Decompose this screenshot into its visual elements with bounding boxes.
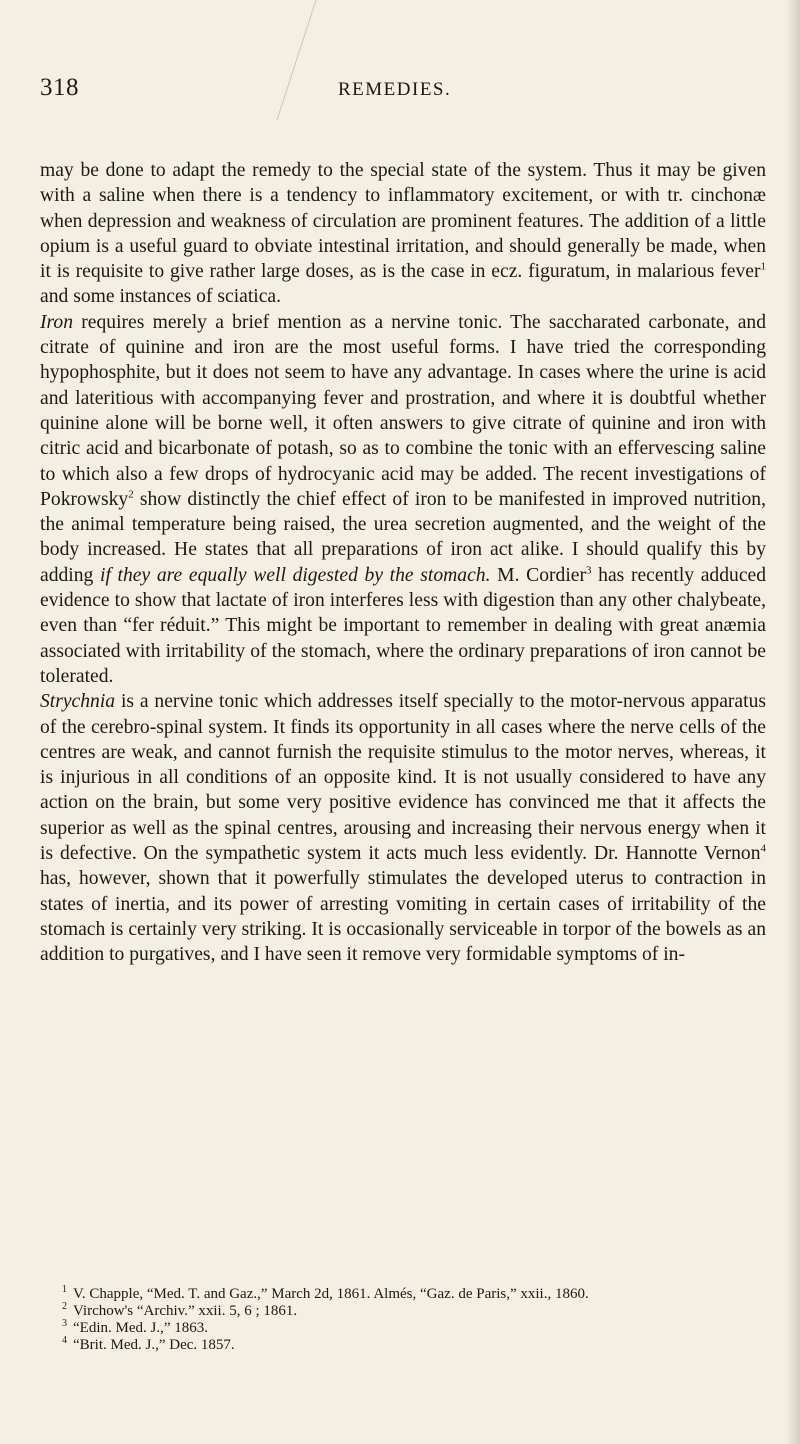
paragraph — [40, 689, 766, 967]
italic-text: Iron — [40, 311, 74, 333]
text-run: is a nervine tonic which addresses itself specially to the motor-nervous apparatus of the cerebro-spinal system. It finds its opportunity in all cases where the nerve cells of the centres are weak, and cannot furnish the requisite stimulus to the motor nerves, whereas, it is injurious in all conditions of an opposite kind. It is not usually considered to have any action on the brain, but some very positive evidence has convinced me that it affects the superior as well as the spinal centres, arousing and increasing their nervous energy when it is defective. On the sympathetic system it acts much less evidently. Dr. Hannotte Vernon — [40, 691, 766, 865]
text-run: show distinctly the chief effect of iron to be manifested in improved nutrition, the animal temperature being raised, the urea secretion augmented, and the weight of the body increased. He states that all preparations of iron act alike. I should qualify this by adding — [40, 488, 766, 586]
footnote-mark: 4 — [62, 1335, 67, 1346]
text-run: requires merely a brief mention as a nervine tonic. The saccharated carbonate, and citrate of quinine and iron are the most useful forms. I have tried the corresponding hypophosphite, but it does not seem to have any advantage. In cases where the urine is acid and lateritious with accompanying fever and prostration, and where it is doubtful whether quinine alone will be borne well, it often answers to give citrate of quinine and iron with citric acid and bicarbonate of potash, so as to combine the tonic with an effervescing saline to which also a few drops of hydrocyanic acid may be added. The recent investigations of Pokrowsky — [40, 311, 766, 510]
footnote-ref: 4 — [760, 842, 766, 855]
running-head: REMEDIES. — [338, 79, 452, 100]
paragraph — [40, 310, 766, 689]
footnote-mark: 1 — [62, 1284, 67, 1295]
footnote-text: Virchow's “Archiv.” xxii. 5, 6 ; 1861. — [73, 1303, 298, 1319]
page-number: 318 — [40, 74, 79, 101]
footnote-mark: 3 — [62, 1318, 67, 1329]
text-run: has, however, shown that it powerfully stimulates the developed uterus to contraction in states of inertia, and its power of arresting vomiting in certain cases of irritability of the stomach is certainly very striking. It is occasionally serviceable in torpor of the bowels as an addition to purgatives, and I have seen it remove very formidable symptoms of in- — [40, 868, 766, 966]
footnote-ref: 2 — [128, 488, 134, 501]
footnote-text: “Brit. Med. J.,” Dec. 1857. — [73, 1337, 235, 1353]
footnote — [40, 1303, 766, 1320]
page-header — [0, 74, 800, 110]
footnotes — [40, 1286, 766, 1354]
footnote-text: V. Chapple, “Med. T. and Gaz.,” March 2d, 1861. Almés, “Gaz. de Paris,” xxii., 1860. — [73, 1286, 589, 1302]
footnote-mark: 2 — [62, 1301, 67, 1312]
paragraph — [40, 158, 766, 310]
footnote-ref: 3 — [586, 564, 592, 577]
text-run: has recently adduced evidence to show that lactate of iron interferes less with digestion than any other chalybeate, even than “fer réduit.” This might be important to remember in dealing with great anæmia associated with irritability of the stomach, where the ordinary preparations of iron cannot be tolerated. — [40, 564, 767, 687]
italic-text: if they are equally well digested by the stomach. — [100, 564, 491, 586]
footnote-ref: 1 — [760, 260, 766, 273]
footnote — [40, 1337, 766, 1354]
italic-text: Strychnia — [40, 691, 116, 713]
body-text — [40, 158, 766, 968]
footnote — [40, 1320, 766, 1337]
footnote — [40, 1286, 766, 1303]
text-run: may be done to adapt the remedy to the special state of the system. Thus it may be given with a saline when there is a tendency to inflammatory excitement, or with tr. cinchonæ when depression and weakness of circulation are prominent features. The addition of a little opium is a useful guard to obviate intestinal irritation, and should generally be made, when it is requisite to give rather large doses, as is the case in ecz. figuratum, in malarious fever — [40, 160, 766, 283]
text-run: M. Cordier — [490, 564, 587, 586]
page-edge-shadow — [786, 0, 800, 1444]
footnote-text: “Edin. Med. J.,” 1863. — [73, 1320, 208, 1336]
text-run: and some instances of sciatica. — [40, 286, 282, 308]
